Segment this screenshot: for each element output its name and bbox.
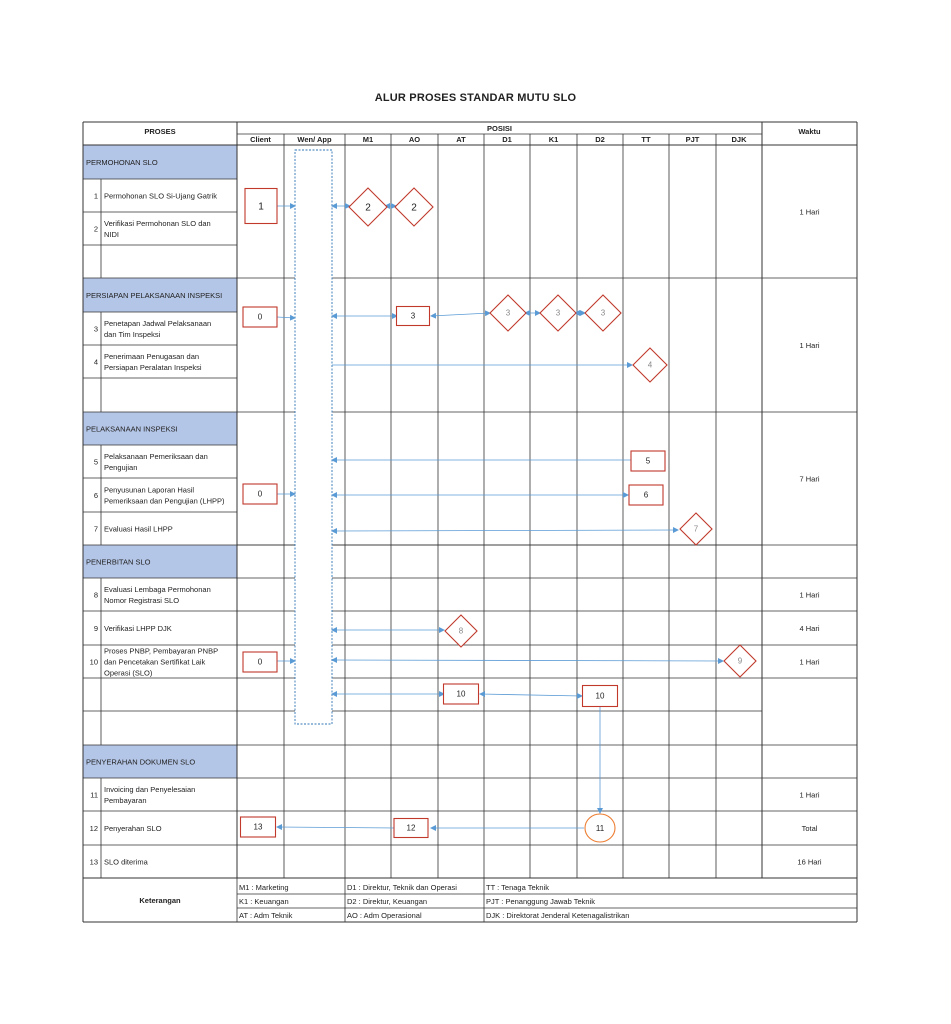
- keterangan-item: TT : Tenaga Teknik: [486, 883, 549, 892]
- process-box-label: 1: [258, 201, 264, 213]
- step-number: 13: [89, 857, 98, 867]
- step-label: SLO diterima: [104, 857, 148, 867]
- keterangan-item: PJT : Penanggung Jawab Teknik: [486, 897, 595, 906]
- step-number: 5: [93, 457, 98, 467]
- step-label: dan Pencetakan Sertifikat Laik: [104, 657, 206, 667]
- keterangan-label: Keterangan: [139, 896, 181, 905]
- step-label: Penyerahan SLO: [104, 824, 162, 833]
- process-box-label: 0: [257, 657, 263, 667]
- step-number: 4: [93, 357, 98, 367]
- column-header-tt: TT: [641, 135, 651, 144]
- step-label: Nomor Registrasi SLO: [104, 596, 180, 605]
- step-label: Penetapan Jadwal Pelaksanaan: [104, 319, 212, 328]
- connector-arrow: [480, 694, 582, 696]
- step-number: 10: [89, 657, 98, 667]
- waktu-value: 1 Hari: [799, 341, 820, 350]
- header-waktu: Waktu: [798, 127, 821, 136]
- header-proses: PROSES: [144, 127, 176, 136]
- section-title: PERSIAPAN PELAKSANAAN INSPEKSI: [86, 291, 223, 300]
- header-posisi: POSISI: [486, 124, 513, 133]
- waktu-value: 4 Hari: [799, 624, 820, 633]
- step-label: dan Tim Inspeksi: [104, 330, 161, 339]
- column-header-wen-app: Wen/ App: [297, 135, 332, 144]
- decision-diamond-label: 3: [555, 308, 561, 318]
- process-box-label: 10: [595, 691, 605, 701]
- waktu-value: 1 Hari: [799, 207, 820, 217]
- keterangan-item: DJK : Direktorat Jenderal Ketenagalistrikan: [486, 911, 630, 920]
- decision-diamond-label: 9: [737, 656, 743, 666]
- step-label: Invoicing dan Penyelesaian: [104, 785, 196, 794]
- step-label: Permohonan SLO Si-Ujang Gatrik: [104, 191, 217, 201]
- connector-arrow: [332, 530, 678, 531]
- keterangan-item: M1 : Marketing: [239, 883, 289, 892]
- process-box-label: 12: [406, 823, 416, 833]
- column-header-djk: DJK: [731, 135, 747, 144]
- waktu-value: 16 Hari: [797, 857, 822, 867]
- column-header-d2: D2: [595, 135, 605, 144]
- step-number: 6: [93, 491, 98, 500]
- step-label: Proses PNBP, Pembayaran PNBP: [104, 646, 219, 656]
- step-number: 2: [93, 224, 98, 234]
- end-circle-label: 11: [595, 824, 605, 833]
- waktu-value: 1 Hari: [799, 657, 820, 667]
- step-label: Pembayaran: [104, 796, 147, 805]
- connector-arrow: [277, 827, 397, 828]
- keterangan-item: AT : Adm Teknik: [239, 911, 293, 920]
- step-label: Pemeriksaan dan Pengujian (LHPP): [104, 496, 225, 506]
- step-label: Verifikasi Permohonan SLO dan: [104, 219, 211, 228]
- step-label: Pelaksanaan Pemeriksaan dan: [104, 452, 208, 461]
- step-label: Verifikasi LHPP DJK: [104, 624, 172, 633]
- step-number: 11: [90, 790, 98, 800]
- step-number: 1: [93, 191, 98, 201]
- step-number: 7: [93, 524, 98, 534]
- column-header-m1: M1: [362, 135, 374, 144]
- step-label: Penerimaan Penugasan dan: [104, 352, 200, 361]
- step-label: Evaluasi Hasil LHPP: [104, 524, 173, 534]
- column-header-ao: AO: [408, 135, 421, 144]
- process-box-label: 3: [410, 311, 416, 321]
- waktu-value: 1 Hari: [799, 590, 820, 600]
- process-box-label: 6: [643, 490, 649, 500]
- decision-diamond-label: 3: [505, 308, 511, 318]
- step-number: 9: [93, 624, 98, 633]
- process-box-label: 5: [645, 456, 651, 466]
- step-label: Pengujian: [104, 463, 138, 472]
- decision-diamond-label: 2: [365, 202, 371, 214]
- step-number: 3: [93, 324, 98, 334]
- step-number: 12: [89, 824, 98, 833]
- connector-arrow: [431, 313, 490, 316]
- step-label: Operasi (SLO): [104, 668, 153, 678]
- decision-diamond-label: 3: [600, 308, 606, 318]
- step-label: Penyusunan Laporan Hasil: [104, 485, 195, 495]
- keterangan-item: AO : Adm Operasional: [347, 911, 422, 920]
- section-title: PERMOHONAN SLO: [86, 158, 158, 167]
- keterangan-item: D2 : Direktur, Keuangan: [347, 897, 428, 906]
- waktu-value: Total: [801, 824, 818, 833]
- step-number: 8: [93, 590, 98, 600]
- section-title: PENYERAHAN DOKUMEN SLO: [86, 757, 196, 767]
- process-box-label: 0: [257, 312, 263, 322]
- decision-diamond-label: 2: [411, 202, 417, 214]
- column-header-pjt: PJT: [685, 135, 700, 144]
- waktu-value: 7 Hari: [799, 474, 820, 484]
- section-title: PENERBITAN SLO: [86, 557, 151, 567]
- waktu-value: 1 Hari: [799, 790, 820, 800]
- system-box: [295, 150, 332, 724]
- step-label: NIDI: [104, 230, 119, 239]
- page-title: ALUR PROSES STANDAR MUTU SLO: [374, 92, 577, 104]
- column-header-at: AT: [456, 135, 466, 144]
- section-title: PELAKSANAAN INSPEKSI: [86, 424, 178, 434]
- decision-diamond-label: 7: [693, 524, 699, 534]
- step-label: Persiapan Peralatan Inspeksi: [104, 363, 202, 372]
- column-header-k1: K1: [548, 135, 559, 144]
- step-label: Evaluasi Lembaga Permohonan: [104, 585, 211, 594]
- process-box-label: 10: [456, 689, 466, 699]
- process-box-label: 13: [253, 822, 263, 832]
- column-header-d1: D1: [502, 135, 512, 144]
- process-box-label: 0: [257, 489, 263, 499]
- decision-diamond-label: 8: [458, 626, 464, 636]
- connector-arrow: [277, 317, 295, 318]
- keterangan-item: K1 : Keuangan: [239, 897, 289, 906]
- keterangan-item: D1 : Direktur, Teknik dan Operasi: [347, 883, 457, 892]
- decision-diamond-label: 4: [647, 360, 653, 370]
- column-header-client: Client: [250, 135, 271, 144]
